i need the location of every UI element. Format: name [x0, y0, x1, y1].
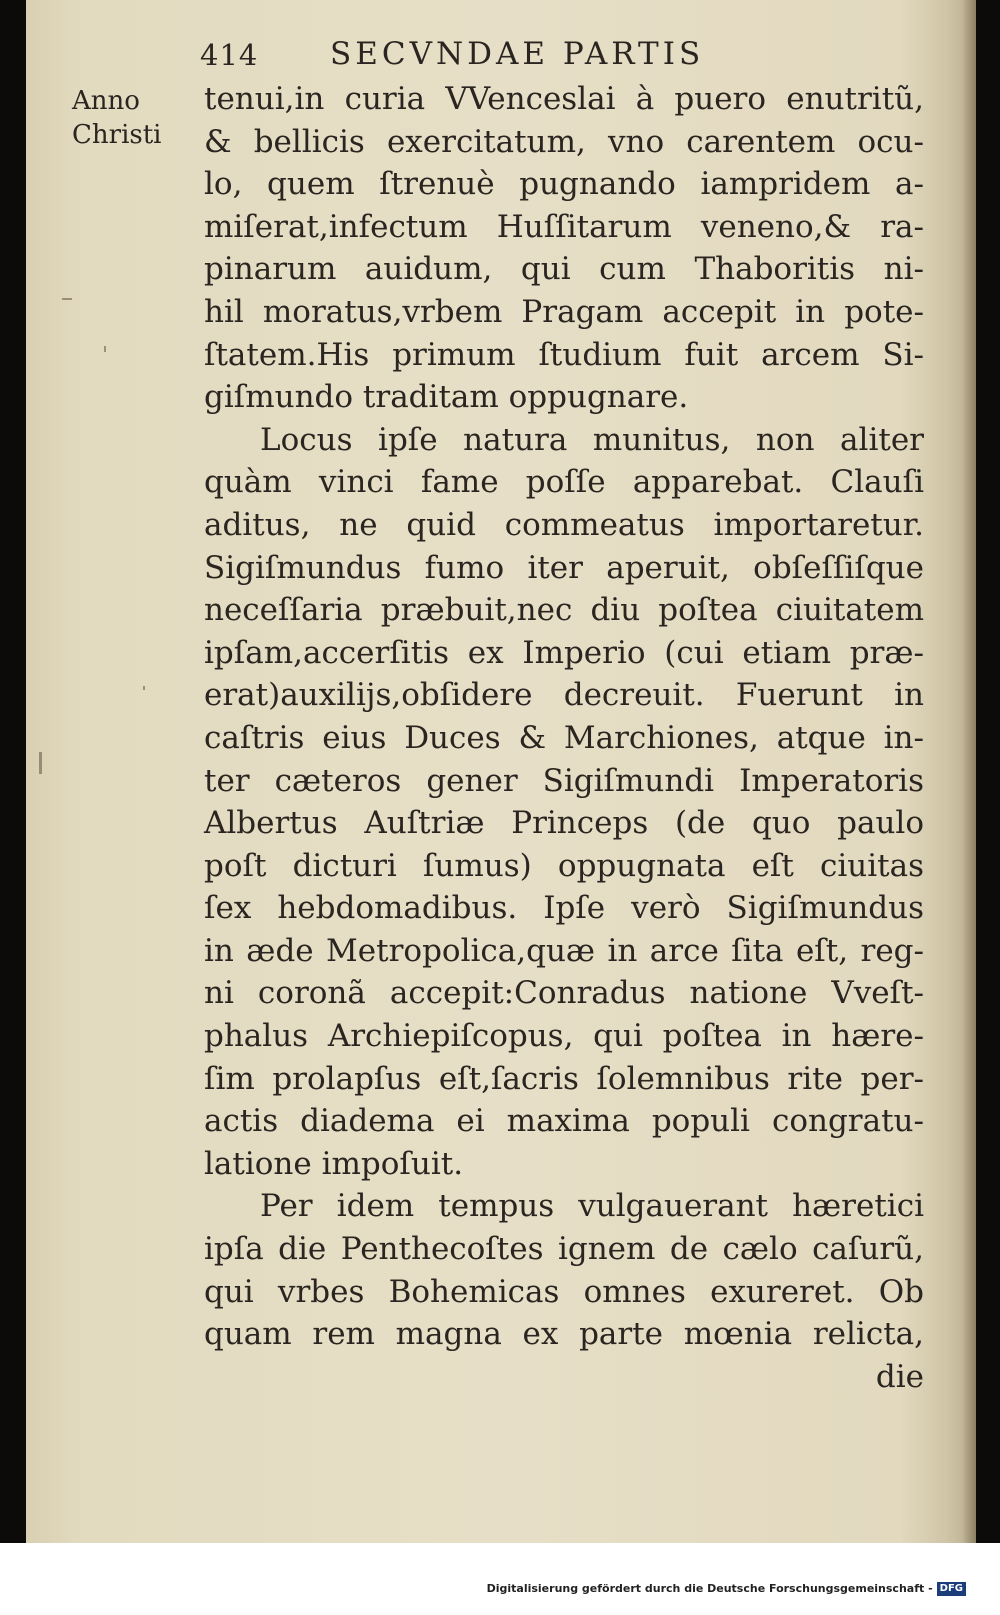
text-line: miſerat,infectum Huſſitarum veneno,& ra- — [204, 208, 924, 245]
text-line: ni coronã accepit:Conradus natione Vveſt- — [204, 975, 924, 1012]
book-page — [26, 0, 976, 1543]
text-line: neceſſaria præbuit,nec diu poſtea ciuitatem — [204, 592, 924, 629]
paper-speck — [62, 298, 72, 300]
text-line: quàm vinci fame poſſe apparebat. Clauſi — [204, 464, 924, 501]
text-line: qui vrbes Bohemicas omnes exureret. Ob — [204, 1273, 924, 1310]
text-line: hil moratus,vrbem Pragam accepit in pote- — [204, 293, 924, 330]
catchword: die — [875, 1358, 924, 1395]
margin-note-line: Christi — [72, 120, 162, 150]
paper-speck — [104, 346, 106, 352]
text-line: in æde Metropolica,quæ in arce ſita eſt, reg- — [204, 932, 924, 969]
text-line: ipſam,accerſitis ex Imperio (cui etiam præ- — [204, 634, 924, 671]
text-line: ipſa die Penthecoſtes ignem de cælo caſurũ, — [204, 1231, 924, 1268]
text-line: Sigiſmundus fumo iter aperuit, obſeſſiſque — [204, 549, 924, 586]
footer-bar — [0, 1543, 1000, 1615]
page-number: 414 — [200, 38, 259, 72]
text-line: lo, quem ſtrenuè pugnando iampridem a- — [204, 166, 924, 203]
text-line: pinarum auidum, qui cum Thaboritis ni- — [204, 251, 924, 288]
page-edge-shadow — [962, 0, 976, 1543]
margin-note — [72, 84, 192, 152]
text-line: ſtatem.His primum ſtudium fuit arcem Si- — [204, 336, 924, 373]
text-line: Locus ipſe natura munitus, non aliter — [260, 421, 924, 458]
paper-speck — [143, 686, 145, 690]
running-head — [200, 36, 920, 76]
text-line: tenui,in curia VVenceslai à puero enutritũ, — [204, 81, 924, 117]
text-line: poſt dicturi ſumus) oppugnata eſt ciuitas — [204, 847, 924, 884]
text-line: latione impoſuit. — [204, 1145, 464, 1182]
text-line: Albertus Auſtriæ Princeps (de quo paulo — [204, 805, 924, 842]
text-line: ſim prolapſus eſt,ſacris ſolemnibus rite per- — [204, 1060, 924, 1097]
text-line: ſex hebdomadibus. Ipſe verò Sigiſmundus — [204, 890, 924, 927]
body-text — [204, 78, 924, 1398]
text-line: giſmundo traditam oppugnare. — [204, 379, 689, 416]
footer-credit — [487, 1582, 966, 1596]
margin-note-line: Anno — [72, 86, 140, 116]
paper-speck — [39, 752, 42, 774]
dfg-logo: DFG — [937, 1582, 966, 1596]
text-line: caſtris eius Duces & Marchiones, atque in- — [204, 719, 924, 756]
text-line: quam rem magna ex parte mœnia relicta, — [204, 1316, 924, 1353]
text-line: & bellicis exercitatum, vno carentem ocu- — [204, 123, 924, 160]
running-title: SECVNDAE PARTIS — [330, 36, 705, 72]
text-line: erat)auxilijs,obſidere decreuit. Fuerunt in — [204, 677, 924, 714]
footer-credit-text: Digitalisierung gefördert durch die Deutsche Forschungsgemeinschaft - — [486, 1582, 933, 1595]
text-line: ter cæteros gener Sigiſmundi Imperatoris — [204, 762, 924, 799]
text-line: actis diadema ei maxima populi congratu- — [204, 1103, 924, 1140]
text-line: phalus Archiepiſcopus, qui poſtea in hære- — [204, 1018, 924, 1055]
text-line: Per idem tempus vulgauerant hæretici — [260, 1188, 924, 1225]
text-line: aditus, ne quid commeatus importaretur. — [204, 506, 924, 543]
